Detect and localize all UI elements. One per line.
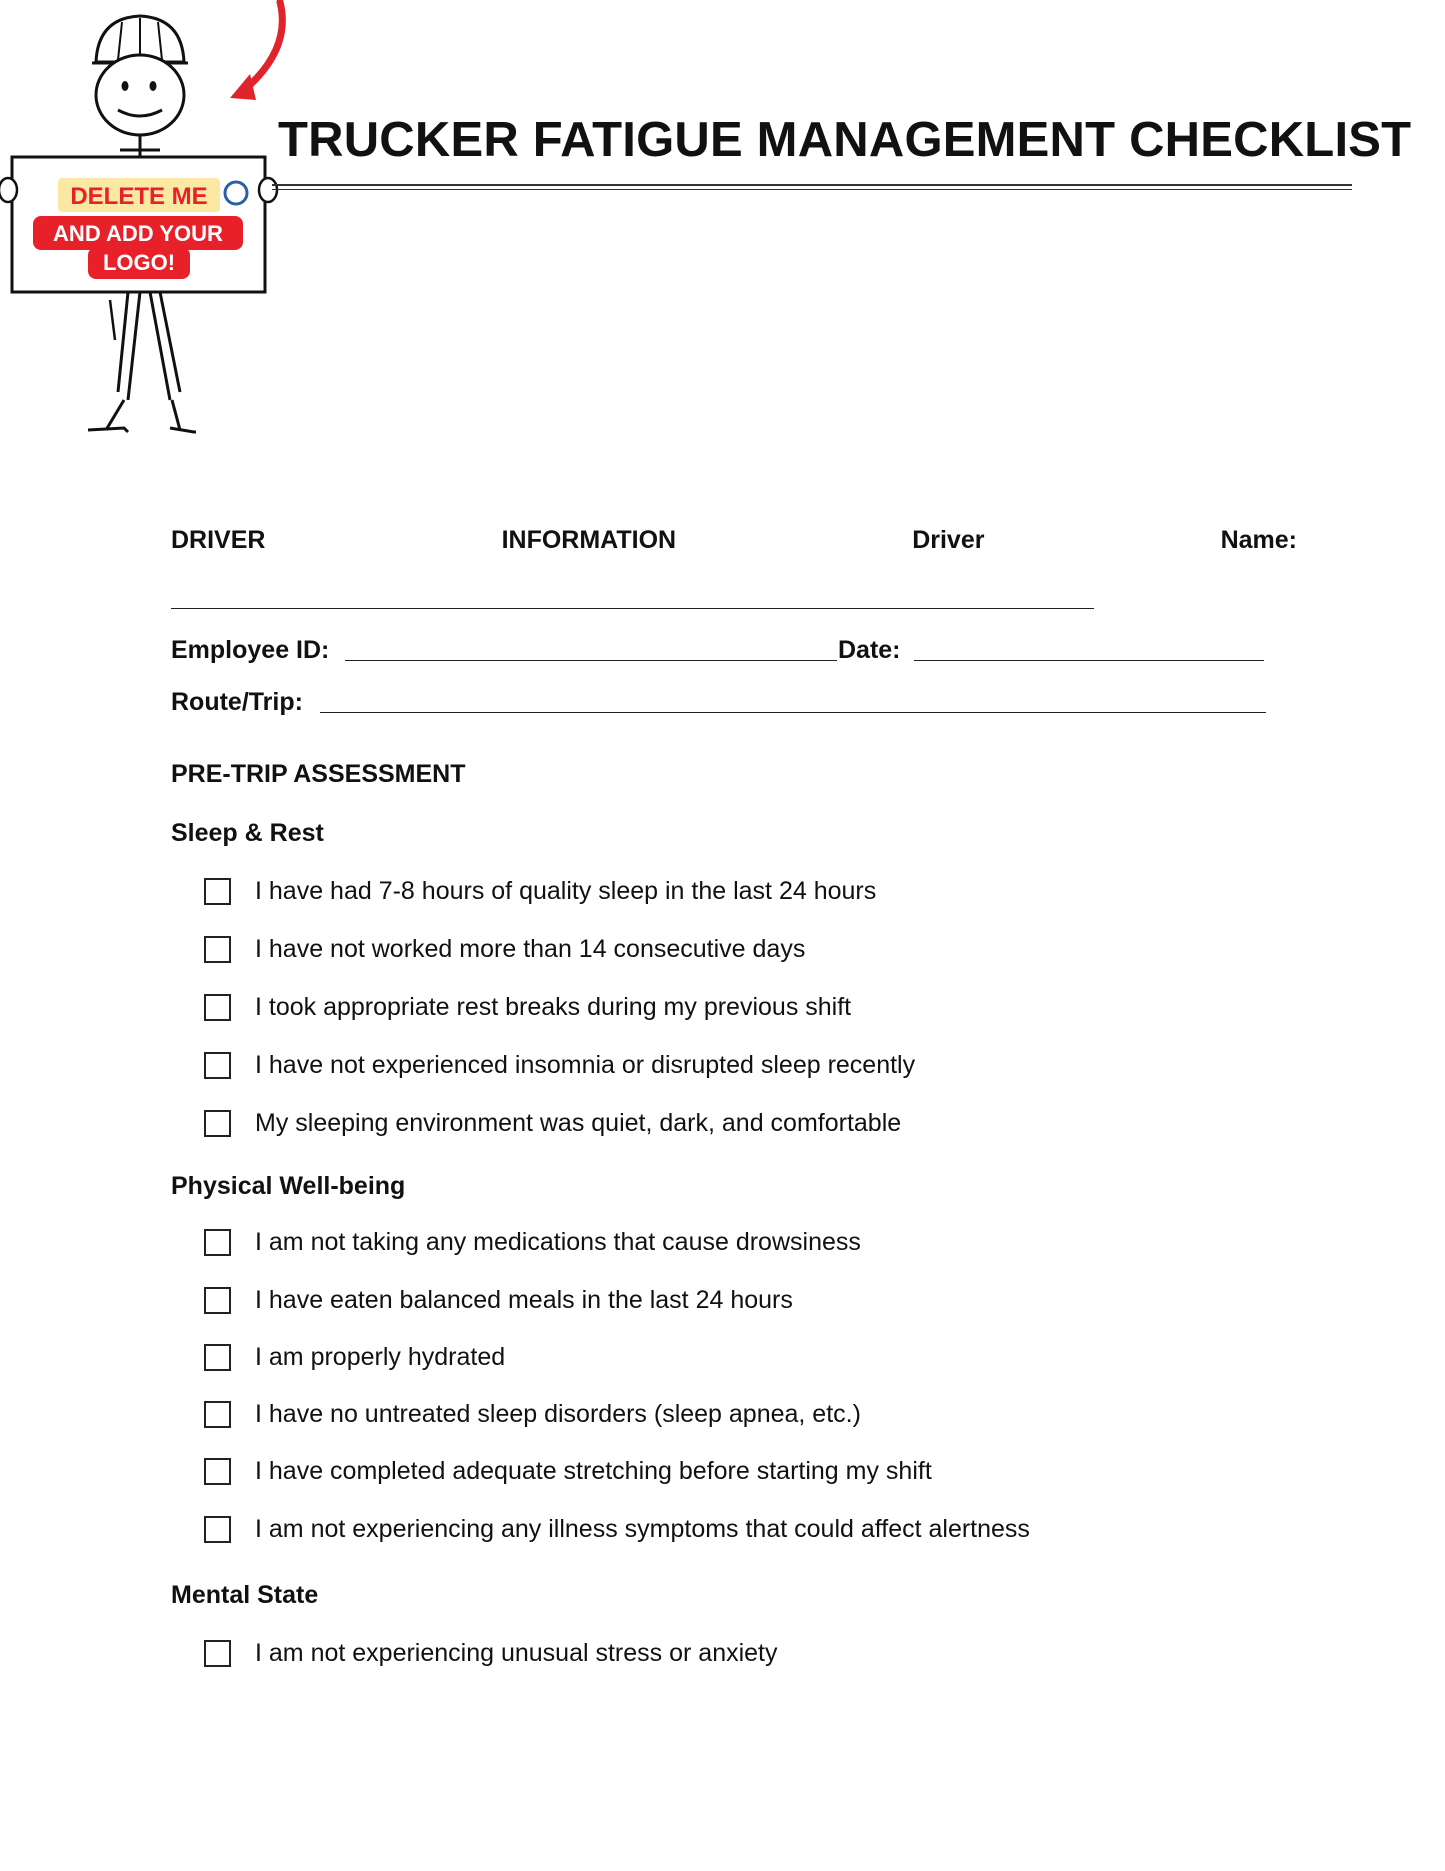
- checklist-item: [204, 1048, 915, 1082]
- route-trip-label: Route/Trip:: [171, 688, 303, 716]
- checkbox[interactable]: [204, 1287, 231, 1314]
- driver-info-word: INFORMATION: [501, 526, 677, 554]
- driver-info-word: DRIVER: [171, 526, 266, 554]
- red-arrow-icon: [220, 0, 300, 115]
- checklist-item-label: I am not experiencing unusual stress or anxiety: [255, 1638, 778, 1667]
- sleep-rest-heading: Sleep & Rest: [171, 819, 324, 847]
- title-divider: [272, 184, 1352, 192]
- checklist-item-label: I have eaten balanced meals in the last 24 hours: [255, 1285, 793, 1314]
- checklist-item: [204, 1225, 861, 1259]
- checkbox[interactable]: [204, 1229, 231, 1256]
- checklist-item-label: I have completed adequate stretching before starting my shift: [255, 1456, 932, 1485]
- date-field[interactable]: [914, 660, 1264, 661]
- checkbox[interactable]: [204, 1458, 231, 1485]
- driver-info-word: Driver: [912, 526, 985, 554]
- checklist-item-label: I am not taking any medications that cause drowsiness: [255, 1227, 861, 1256]
- checklist-item: [204, 932, 805, 966]
- checkbox[interactable]: [204, 1344, 231, 1371]
- checkbox[interactable]: [204, 1110, 231, 1137]
- checklist-item: [204, 1454, 932, 1488]
- checkbox[interactable]: [204, 1516, 231, 1543]
- checklist-item: [204, 990, 851, 1024]
- page-title: TRUCKER FATIGUE MANAGEMENT CHECKLIST: [278, 113, 1412, 167]
- mental-state-heading: Mental State: [171, 1581, 319, 1609]
- checklist-item-label: I am not experiencing any illness symptoms that could affect alertness: [255, 1514, 1030, 1543]
- checklist-item-label: I have no untreated sleep disorders (sleep apnea, etc.): [255, 1399, 861, 1428]
- route-trip-field[interactable]: [320, 712, 1266, 713]
- sign-line-1: DELETE ME: [70, 183, 208, 210]
- checklist-item: [204, 1106, 901, 1140]
- checklist-item-label: I am properly hydrated: [255, 1342, 506, 1371]
- checkbox[interactable]: [204, 1640, 231, 1667]
- checkbox[interactable]: [204, 994, 231, 1021]
- employee-id-field[interactable]: [345, 660, 837, 661]
- employee-id-label: Employee ID:: [171, 636, 330, 664]
- checklist-item: [204, 1340, 505, 1374]
- driver-info-word: Name:: [1220, 526, 1297, 554]
- checklist-item: [204, 1512, 1030, 1546]
- checklist-item-label: I have not worked more than 14 consecutive days: [255, 934, 806, 963]
- checklist-item: [204, 1636, 778, 1670]
- checkbox[interactable]: [204, 1052, 231, 1079]
- date-label: Date:: [838, 636, 901, 664]
- checkbox[interactable]: [204, 1401, 231, 1428]
- checklist-item: [204, 1283, 793, 1317]
- checklist-item-label: I have not experienced insomnia or disrupted sleep recently: [255, 1050, 916, 1079]
- checklist-item: [204, 1397, 861, 1431]
- pre-trip-heading: PRE-TRIP ASSESSMENT: [171, 760, 466, 788]
- checklist-item-label: I have had 7-8 hours of quality sleep in the last 24 hours: [255, 876, 877, 905]
- sign-line-3: LOGO!: [102, 250, 176, 275]
- checklist-item: [204, 874, 876, 908]
- driver-info-heading: [171, 526, 1297, 555]
- sign-line-2: AND ADD YOUR: [53, 221, 223, 246]
- physical-wellbeing-heading: Physical Well-being: [171, 1172, 406, 1200]
- driver-name-field[interactable]: [171, 608, 1094, 609]
- checkbox[interactable]: [204, 878, 231, 905]
- checklist-item-label: I took appropriate rest breaks during my previous shift: [255, 992, 852, 1021]
- checkbox[interactable]: [204, 936, 231, 963]
- checklist-item-label: My sleeping environment was quiet, dark, and comfortable: [255, 1108, 902, 1137]
